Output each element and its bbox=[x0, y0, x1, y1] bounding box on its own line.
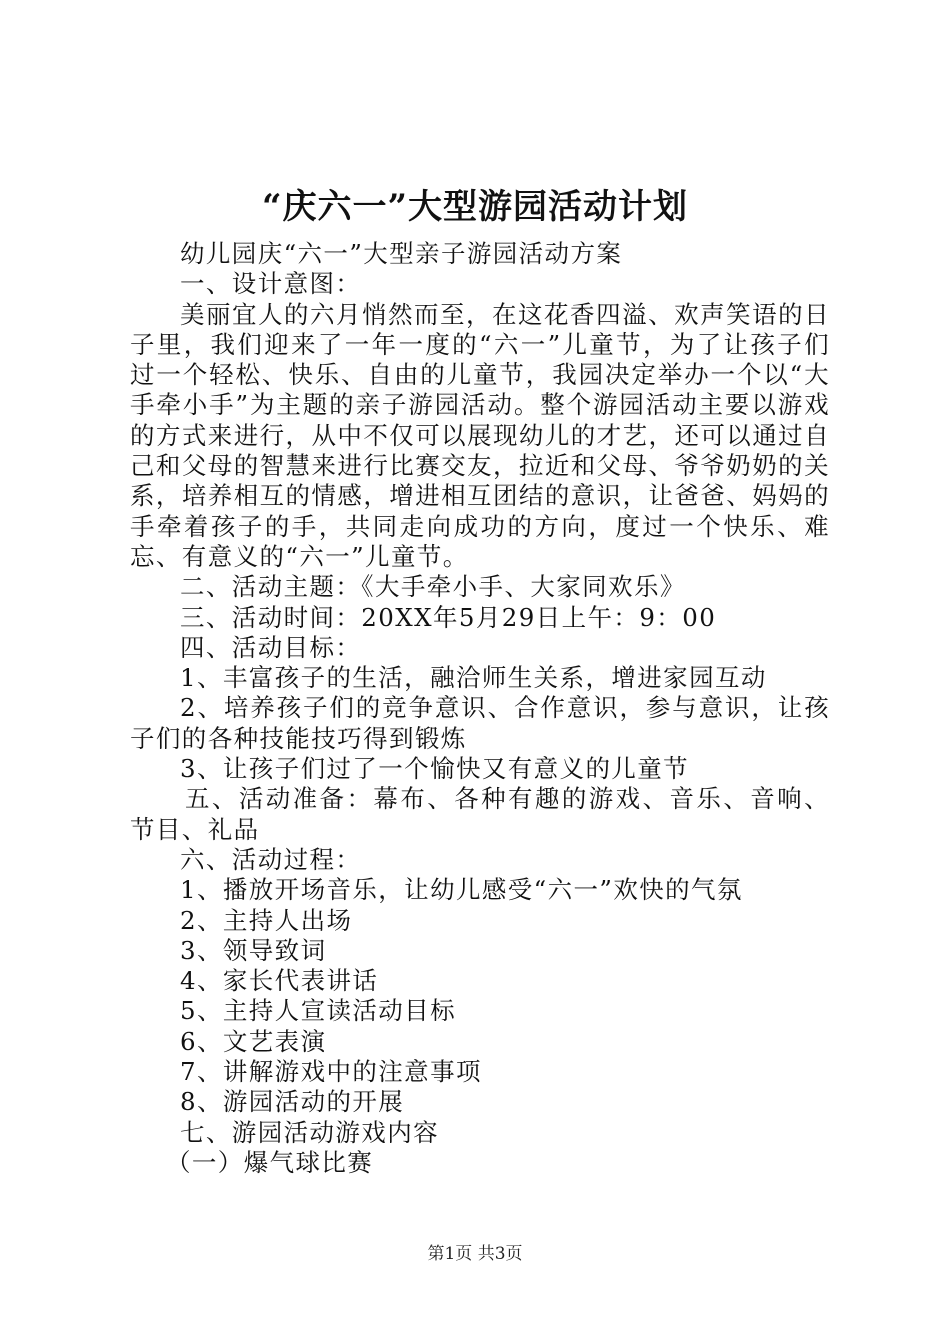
page-footer: 第1页 共3页 bbox=[427, 1244, 523, 1264]
process-step: 6、文艺表演 bbox=[180, 1026, 327, 1056]
process-step: 7、讲解游戏中的注意事项 bbox=[180, 1057, 482, 1087]
section-preparation: 五、活动准备：幕布、各种有趣的游戏、音乐、音响、节目、礼品 bbox=[130, 784, 830, 844]
section-goals: 四、活动目标： bbox=[180, 632, 362, 662]
goal-item: 1、丰富孩子的生活，融洽师生关系，增进家园互动 bbox=[180, 663, 767, 693]
process-step: 1、播放开场音乐，让幼儿感受“六一”欢快的气氛 bbox=[180, 875, 743, 905]
section-games: 七、游园活动游戏内容 bbox=[180, 1117, 439, 1147]
goal-item: 2、培养孩子们的竞争意识、合作意识，参与意识，让孩子们的各种技能技巧得到锻炼 bbox=[130, 693, 830, 753]
document-title: “庆六一”大型游园活动计划 bbox=[261, 187, 689, 227]
process-step: 3、领导致词 bbox=[180, 935, 327, 965]
paragraph-intro: 美丽宜人的六月悄然而至，在这花香四溢、欢声笑语的日子里，我们迎来了一年一度的“六一”儿童节，为了让孩子们过一个轻松、快乐、自由的儿童节，我园决定举办一个以“大手牵小手”为主题的亲子游园活动。整个游园活动主要以游戏的方式来进行，从中不仅可以展现幼儿的才艺，还可以通过自己和父母的智慧来进行比赛交友，拉近和父母、爷爷奶奶的关系，培养相互的情感，增进相互团结的意识，让爸爸、妈妈的手牵着孩子的手，共同走向成功的方向，度过一个快乐、难忘、有意义的“六一”儿童节。 bbox=[130, 299, 830, 571]
goal-item: 3、让孩子们过了一个愉快又有意义的儿童节 bbox=[180, 754, 690, 784]
process-step: 2、主持人出场 bbox=[180, 905, 353, 935]
game-item: （一）爆气球比赛 bbox=[166, 1147, 374, 1177]
section-time: 三、活动时间：20XX年5月29日上午：9：00 bbox=[180, 602, 717, 632]
section-theme: 二、活动主题：《大手牵小手、大家同欢乐》 bbox=[180, 572, 686, 602]
plan-heading: 幼儿园庆“六一”大型亲子游园活动方案 bbox=[180, 239, 623, 268]
document-body bbox=[130, 239, 830, 1178]
process-step: 5、主持人宣读活动目标 bbox=[180, 996, 456, 1026]
section-process: 六、活动过程： bbox=[180, 844, 362, 874]
section-design-intent: 一、设计意图： bbox=[180, 269, 362, 299]
process-step: 4、家长代表讲话 bbox=[180, 966, 379, 996]
process-step: 8、游园活动的开展 bbox=[180, 1087, 405, 1117]
